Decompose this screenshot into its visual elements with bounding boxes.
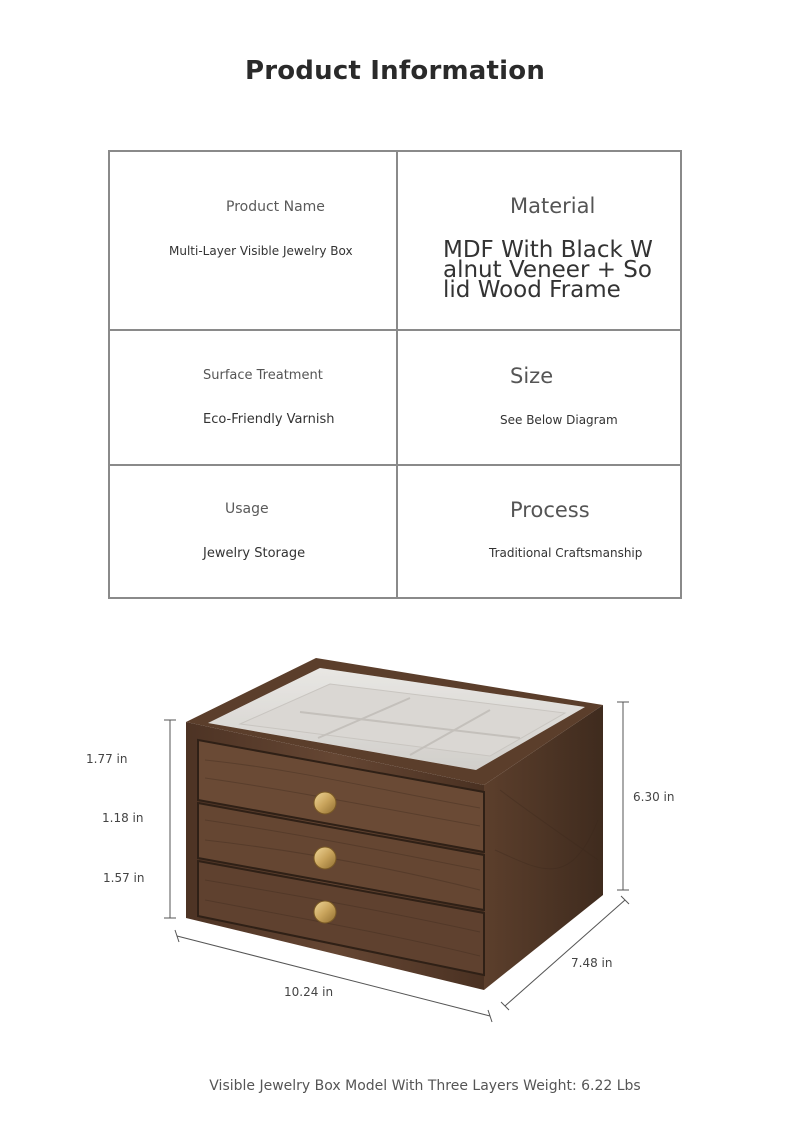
dim-top-layer: 1.77 in xyxy=(86,752,128,766)
page-title: Product Information xyxy=(244,56,546,86)
dim-width: 10.24 in xyxy=(284,985,334,999)
table-divider-row-2 xyxy=(110,464,680,466)
knob-middle xyxy=(314,847,336,869)
size-value: See Below Diagram xyxy=(500,413,618,427)
usage-label: Usage xyxy=(225,501,269,517)
table-divider-vertical xyxy=(396,152,398,597)
table-divider-row-1 xyxy=(110,329,680,331)
dim-height: 6.30 in xyxy=(633,790,675,804)
product-name-value: Multi-Layer Visible Jewelry Box xyxy=(169,244,353,258)
dim-middle-layer: 1.18 in xyxy=(102,811,144,825)
spec-table xyxy=(108,150,682,599)
dim-bottom-layer: 1.57 in xyxy=(103,871,145,885)
product-caption: Visible Jewelry Box Model With Three Layers Weight: 6.22 Lbs xyxy=(209,1078,641,1094)
process-label: Process xyxy=(510,498,590,522)
surface-treatment-label: Surface Treatment xyxy=(203,368,323,383)
knob-top xyxy=(314,792,336,814)
product-name-label: Product Name xyxy=(226,199,325,215)
dim-depth: 7.48 in xyxy=(571,956,613,970)
surface-treatment-value: Eco-Friendly Varnish xyxy=(203,412,335,427)
jewelry-box-illustration xyxy=(0,620,790,1050)
process-value: Traditional Craftsmanship xyxy=(489,546,643,560)
size-label: Size xyxy=(510,364,554,388)
knob-bottom xyxy=(314,901,336,923)
product-diagram xyxy=(0,620,790,1050)
material-value: MDF With Black Walnut Veneer + Solid Wood Frame xyxy=(443,237,653,303)
material-label: Material xyxy=(510,194,596,218)
usage-value: Jewelry Storage xyxy=(203,546,306,561)
